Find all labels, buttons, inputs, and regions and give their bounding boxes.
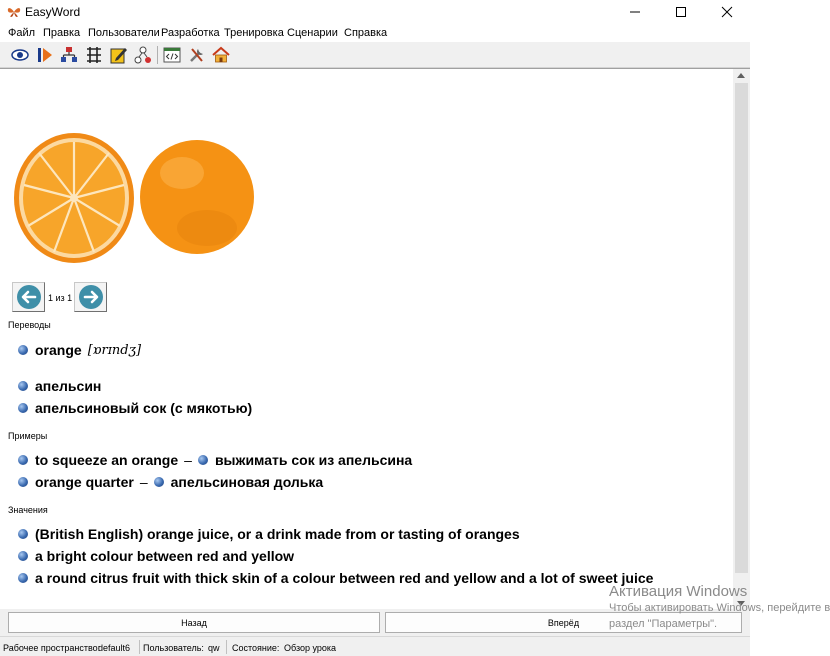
home-icon (212, 46, 230, 64)
translation-text: апельсин (35, 378, 102, 394)
play-button[interactable] (35, 45, 55, 65)
toolbar (0, 42, 750, 68)
menu-development[interactable]: Разработка (161, 27, 220, 39)
example-dash: – (139, 474, 148, 490)
list-tree-button[interactable] (84, 45, 104, 65)
structure-icon (60, 46, 78, 64)
bullet-icon (18, 455, 28, 465)
headword: orange (35, 342, 82, 358)
menu-edit[interactable]: Правка (43, 27, 81, 39)
example-row (18, 452, 412, 468)
scroll-up-arrow-icon[interactable] (737, 73, 745, 78)
status-separator (226, 640, 227, 654)
users-network-button[interactable] (133, 45, 153, 65)
back-button[interactable]: Назад (8, 612, 380, 633)
bullet-icon (18, 529, 28, 539)
next-image-button[interactable] (74, 282, 107, 312)
watermark-line: раздел "Параметры". (609, 618, 718, 630)
maximize-button[interactable] (658, 0, 704, 24)
forward-button[interactable]: Вперёд (385, 612, 742, 633)
status-separator (139, 640, 140, 654)
code-window-button[interactable] (162, 45, 182, 65)
close-icon (722, 7, 732, 17)
user-label: Пользователь: (143, 643, 204, 653)
example-en: orange quarter (35, 474, 134, 490)
meaning-text: a round citrus fruit with thick skin of a colour between red and yellow and a lot of sweet juice (35, 570, 654, 586)
state-label: Состояние: (232, 643, 280, 653)
state-value: Обзор урока (284, 643, 337, 653)
orange-image (12, 123, 244, 273)
bullet-icon (18, 403, 28, 413)
edit-icon (110, 46, 128, 64)
edit-button[interactable] (109, 45, 129, 65)
meaning-item (18, 526, 520, 542)
meaning-text: a bright colour between red and yellow (35, 548, 295, 564)
bullet-icon (18, 573, 28, 583)
lesson-content (0, 68, 750, 609)
tools-icon (188, 46, 206, 64)
bullet-icon (18, 551, 28, 561)
example-row (18, 474, 323, 490)
play-icon (36, 46, 54, 64)
meaning-text: (British English) orange juice, or a drink made from or tasting of oranges (35, 526, 520, 542)
butterfly-app-icon (6, 4, 22, 20)
code-window-icon (163, 46, 181, 64)
minimize-icon (630, 7, 640, 17)
watermark-title: Активация Windows (609, 583, 748, 600)
menu-training[interactable]: Тренировка (224, 27, 284, 39)
example-ru: апельсиновая долька (170, 474, 324, 490)
example-dash: – (184, 452, 192, 468)
example-en: to squeeze an orange (35, 452, 179, 468)
workspace-label: Рабочее пространство: (3, 643, 101, 653)
arrow-left-icon (16, 284, 42, 310)
bullet-icon (154, 477, 164, 487)
user-value: qw (208, 643, 220, 653)
bullet-icon (198, 455, 208, 465)
workspace-value: default6 (98, 643, 131, 653)
eye-icon (11, 46, 29, 64)
bullet-icon (18, 345, 28, 355)
menu-help[interactable]: Справка (344, 27, 388, 39)
example-ru: выжимать сок из апельсина (214, 452, 413, 468)
minimize-button[interactable] (612, 0, 658, 24)
close-button[interactable] (704, 0, 750, 24)
home-button[interactable] (211, 45, 231, 65)
tools-button[interactable] (187, 45, 207, 65)
users-network-icon (134, 46, 152, 64)
watermark-line: Чтобы активировать Windows, перейдите в (609, 602, 830, 614)
menu-users[interactable]: Пользователи (88, 27, 160, 39)
status-bar (0, 636, 750, 656)
meaning-item (18, 548, 294, 564)
translation-item (18, 378, 101, 394)
vertical-scrollbar[interactable] (733, 69, 750, 610)
list-tree-icon (85, 46, 103, 64)
view-button[interactable] (10, 45, 30, 65)
headword-row (18, 342, 141, 358)
scroll-thumb[interactable] (735, 83, 748, 573)
menu-scenarios[interactable]: Сценарии (287, 27, 338, 39)
menu-file[interactable]: Файл (8, 27, 36, 39)
bullet-icon (18, 477, 28, 487)
bullet-icon (18, 381, 28, 391)
prev-image-button[interactable] (12, 282, 45, 312)
menu-bar (0, 24, 750, 42)
arrow-right-icon (78, 284, 104, 310)
title-bar (0, 0, 750, 24)
translations-heading: Переводы (8, 320, 51, 330)
maximize-icon (676, 7, 686, 17)
toolbar-separator (157, 46, 158, 64)
meanings-heading: Значения (8, 505, 48, 515)
pager-counter: 1 из 1 (48, 293, 73, 303)
structure-button[interactable] (59, 45, 79, 65)
translation-text: апельсиновый сок (с мякотью) (35, 400, 253, 416)
examples-heading: Примеры (8, 431, 48, 441)
transcription: [ɒrɪndʒ] (87, 342, 142, 358)
window-title: EasyWord (25, 5, 81, 19)
meaning-item (18, 570, 653, 586)
translation-item (18, 400, 252, 416)
